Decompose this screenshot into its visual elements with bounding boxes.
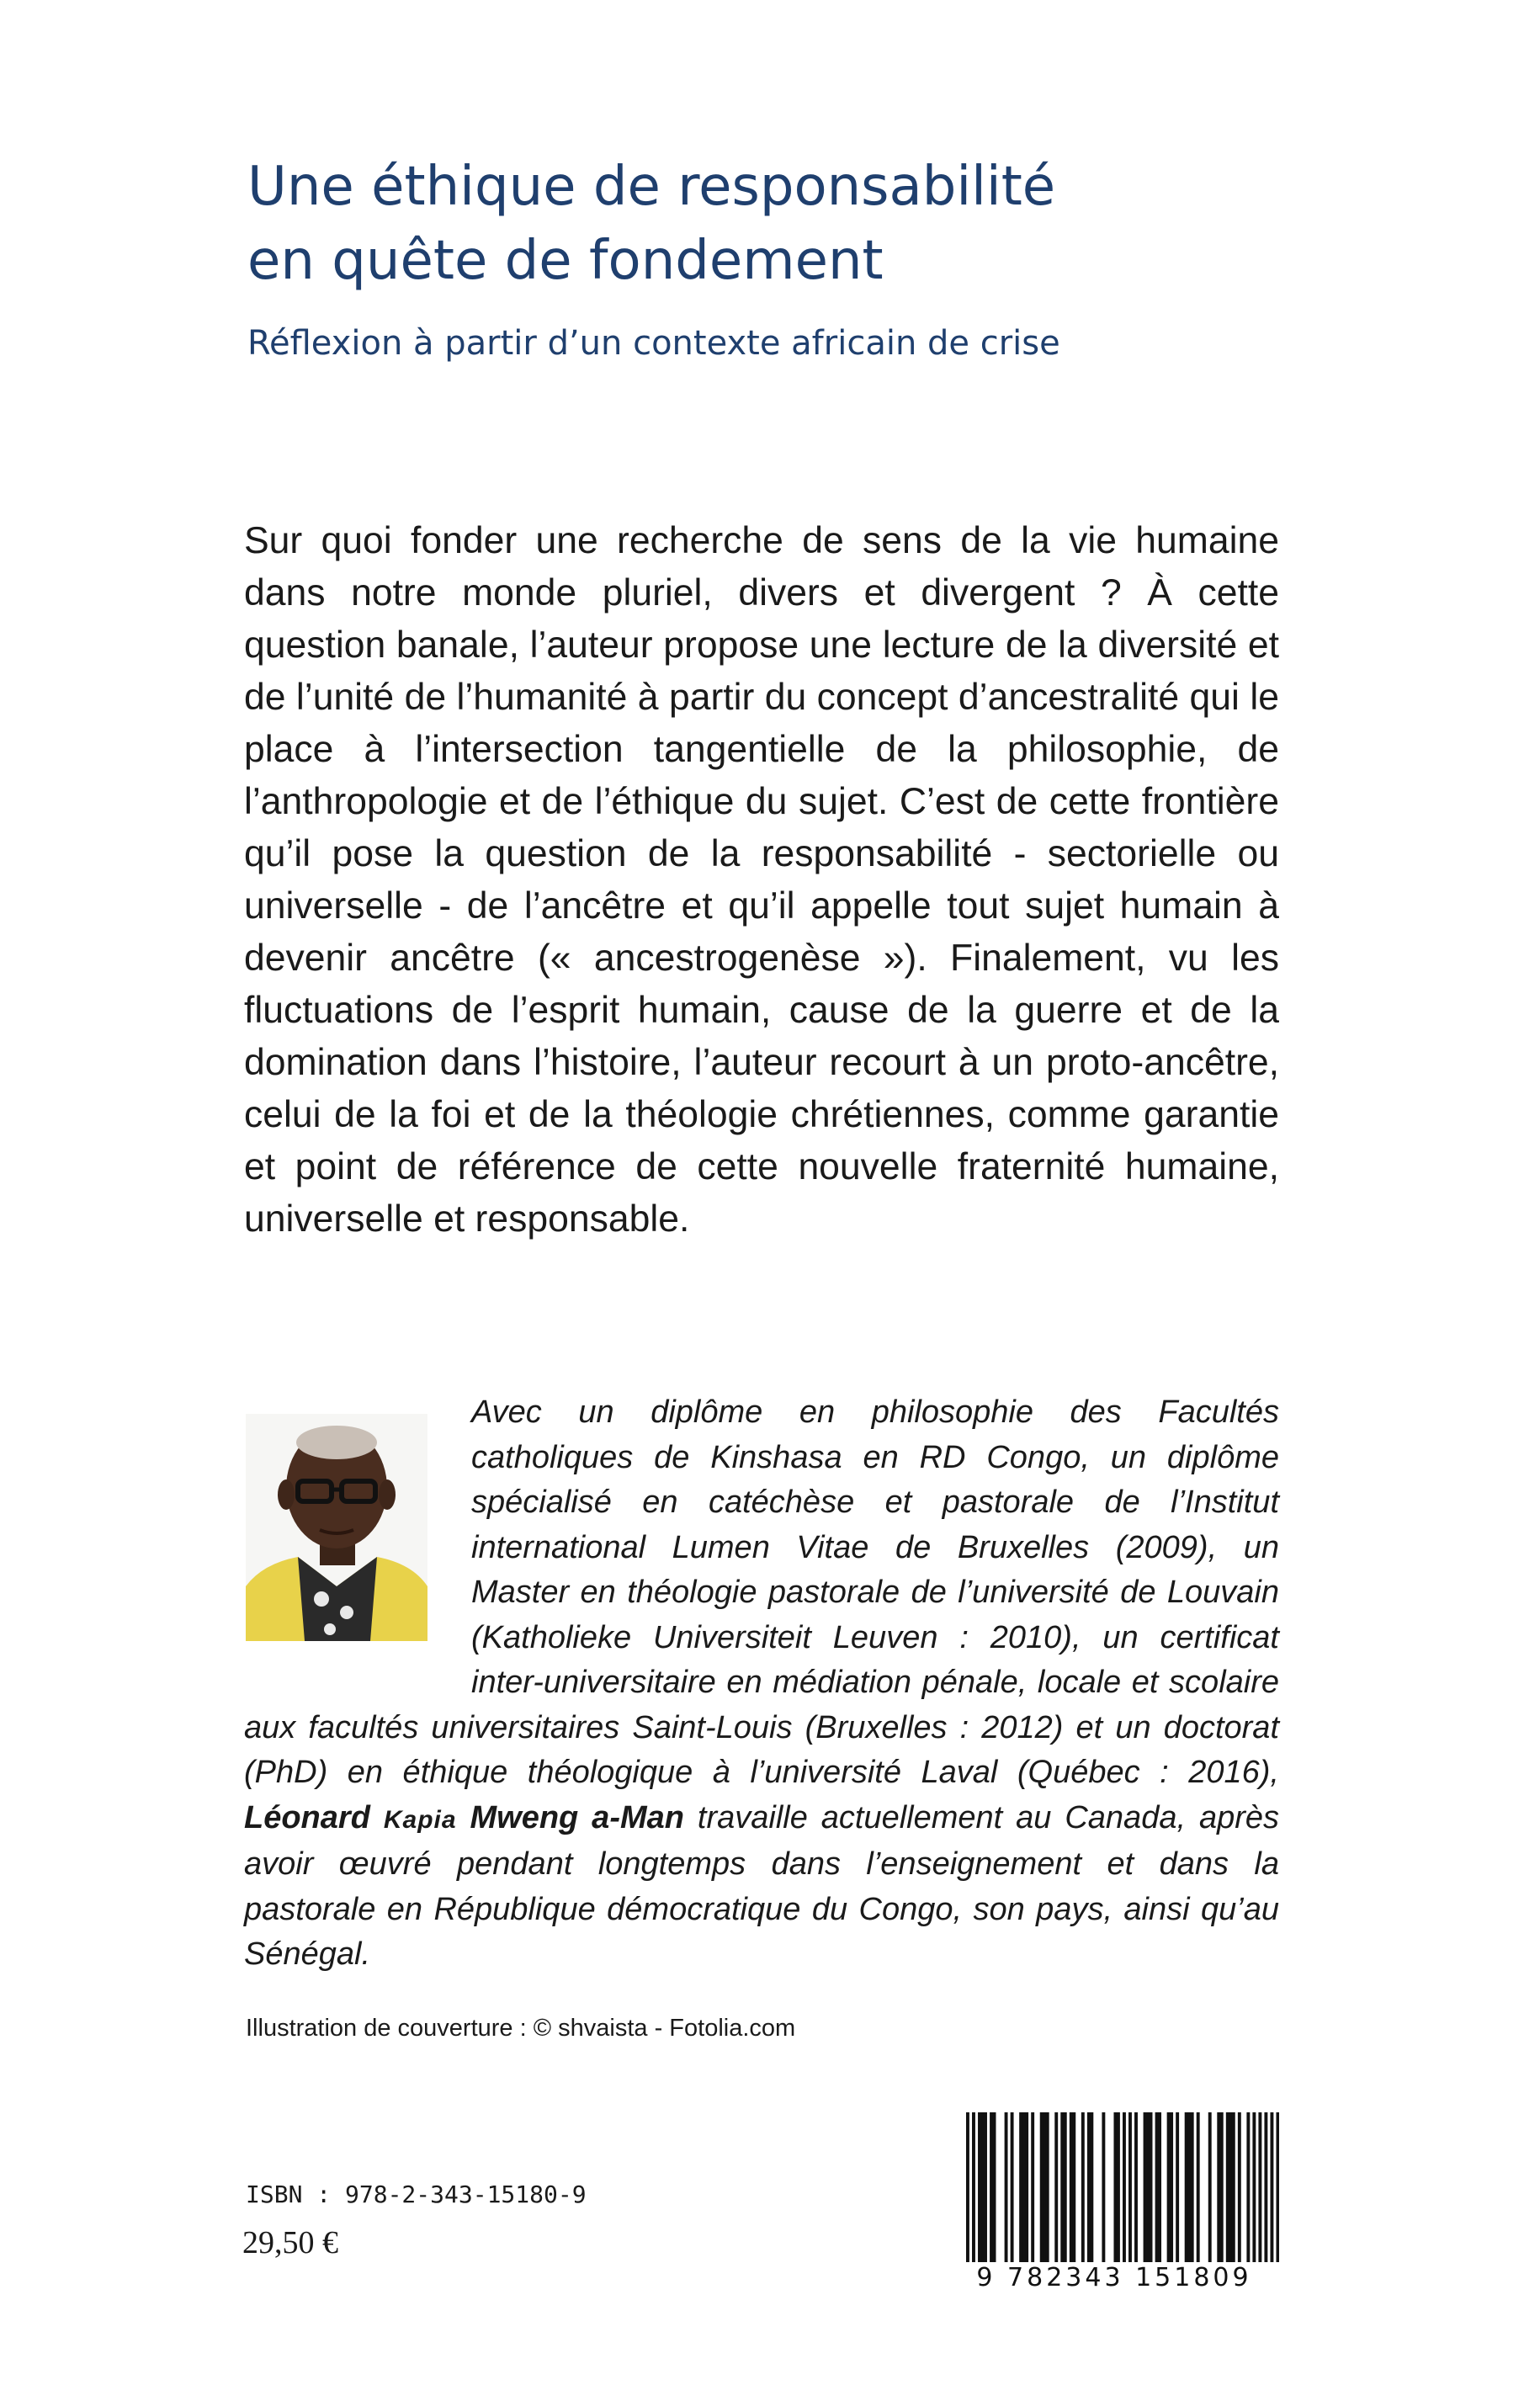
- barcode-bar: [984, 2112, 987, 2262]
- bio-after-name: travaille actuellement au Canada, après avoir œuvré pendant longtemps dans l’enseignement et dans la pastorale en République démocratique du Congo, son pays, ainsi qu’au Sénégal.: [244, 1799, 1280, 1972]
- barcode-bar: [1087, 2112, 1091, 2262]
- author-photo: [246, 1414, 427, 1641]
- barcode-bar: [1246, 2112, 1250, 2262]
- barcode-bar: [1117, 2112, 1120, 2262]
- barcode-bar: [1264, 2112, 1267, 2262]
- barcode: [949, 2112, 1279, 2285]
- barcode-bar: [1070, 2112, 1073, 2262]
- barcode-bar: [993, 2112, 996, 2262]
- barcode-bar: [1187, 2112, 1191, 2262]
- book-subtitle: Réflexion à partir d’un contexte africain de crise: [247, 324, 1060, 363]
- author-name: [244, 1800, 684, 1835]
- barcode-bar: [981, 2112, 985, 2262]
- barcode-bar: [1208, 2112, 1212, 2262]
- barcode-bar: [1043, 2112, 1046, 2262]
- barcode-bar: [1081, 2112, 1085, 2262]
- cover-credit: Illustration de couverture : © shvaista - Fotolia.com: [246, 2015, 796, 2042]
- barcode-bar: [1229, 2112, 1232, 2262]
- barcode-bar: [1060, 2112, 1064, 2262]
- blurb-text: Sur quoi fonder une recherche de sens de la vie humaine dans notre monde pluriel, divers et divergent ? À cette question banale, l’auteur propose une lecture de la diversité et de l’unité de l’humanité à partir du concept d’ancestralité qui le place à l’intersection tangentielle de la philosophie, de l’anthropologie et de l’éthique du sujet. C’est de cette frontière qu’il pose la question de la responsabilité - sectorielle ou universelle - de l’ancêtre et qu’il appelle tout sujet humain à devenir ancêtre (« ancestrogenèse »). Finalement, vu les fluctuations de l’esprit humain, cause de la guerre et de la domination dans l’histoire, l’auteur recourt à un proto-ancêtre, celui de la foi et de la théologie chrétiennes, comme garantie et point de référence de cette nouvelle fraternité humaine, universelle et responsable.: [244, 520, 1279, 1240]
- isbn: ISBN : 978-2-343-15180-9: [246, 2180, 587, 2208]
- barcode-bar: [1150, 2112, 1153, 2262]
- barcode-bar: [1005, 2112, 1008, 2262]
- barcode-bar: [972, 2112, 975, 2262]
- barcode-bar: [1185, 2112, 1188, 2262]
- barcode-bar: [1252, 2112, 1256, 2262]
- barcode-bar: [1158, 2112, 1161, 2262]
- barcode-bar: [1191, 2112, 1194, 2262]
- barcode-bar: [1176, 2112, 1179, 2262]
- author-portrait-image: [246, 1414, 427, 1641]
- barcode-bar: [1025, 2112, 1028, 2262]
- barcode-bar: [1276, 2112, 1279, 2262]
- barcode-bar: [1155, 2112, 1159, 2262]
- author-middle-name: Kapia: [383, 1805, 457, 1834]
- barcode-bar: [1220, 2112, 1224, 2262]
- barcode-bar: [1031, 2112, 1034, 2262]
- barcode-bar: [1270, 2112, 1273, 2262]
- barcode-bar: [1064, 2112, 1067, 2262]
- barcode-bar: [1019, 2112, 1022, 2262]
- barcode-bar: [1102, 2112, 1105, 2262]
- barcode-bar: [1123, 2112, 1126, 2262]
- barcode-bar: [1054, 2112, 1058, 2262]
- book-title-line-1: Une éthique de responsabilité: [247, 156, 1056, 218]
- barcode-bar: [1258, 2112, 1261, 2262]
- barcode-bar: [966, 2112, 969, 2262]
- barcode-bar: [1232, 2112, 1235, 2262]
- back-cover-blurb: [244, 515, 1279, 1246]
- bio-before-name: Avec un diplôme en philosophie des Facultés catholiques de Kinshasa en RD Congo, un diplôme spécialisé en catéchèse et pastorale de l’Institut international Lumen Vitae de Bruxelles (2009), un Master en théologie pastorale de l’université de Louvain (Katholieke Universiteit Leuven : 2010), un certificat inter-universitaire en médiation pénale, locale et scolaire aux facultés universitaires Saint-Louis (Bruxelles : 2012) et un doctorat (PhD) en éthique théologique à l’université Laval (Québec : 2016),: [244, 1394, 1279, 1790]
- book-title-line-2: en quête de fondement: [247, 230, 884, 292]
- author-last-name: Mweng a-Man: [470, 1799, 684, 1835]
- barcode-bar: [990, 2112, 993, 2262]
- barcode-bar: [1197, 2112, 1200, 2262]
- author-first-name: Léonard: [244, 1799, 370, 1835]
- barcode-digits: 9 782343 151809: [949, 2262, 1279, 2294]
- barcode-bar: [1226, 2112, 1229, 2262]
- barcode-bar: [1090, 2112, 1093, 2262]
- barcode-bar: [1072, 2112, 1075, 2262]
- barcode-bar: [1170, 2112, 1173, 2262]
- barcode-bar: [1238, 2112, 1241, 2262]
- price: 29,50 €: [242, 2225, 338, 2260]
- barcode-bar: [1128, 2112, 1132, 2262]
- book-title: [247, 150, 1055, 298]
- barcode-bar: [1022, 2112, 1026, 2262]
- barcode-bar: [1144, 2112, 1147, 2262]
- barcode-bar: [1046, 2112, 1049, 2262]
- barcode-bar: [1167, 2112, 1171, 2262]
- barcode-bar: [1134, 2112, 1138, 2262]
- barcode-bar: [1146, 2112, 1150, 2262]
- barcode-bar: [978, 2112, 981, 2262]
- barcode-bar: [1040, 2112, 1043, 2262]
- barcode-bar: [1011, 2112, 1014, 2262]
- barcode-bar: [1113, 2112, 1117, 2262]
- barcode-bar: [1217, 2112, 1220, 2262]
